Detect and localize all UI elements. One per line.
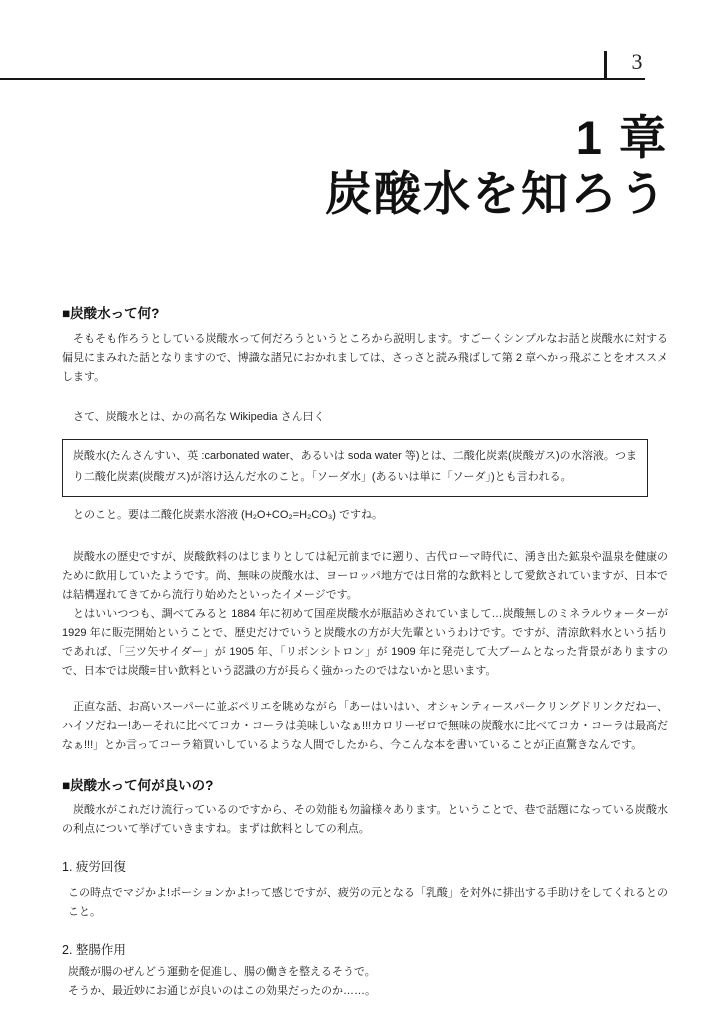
benefit-item-1-title: 1. 疲労回復 — [62, 860, 126, 874]
benefit-item-2-line-1: 炭酸が腸のぜんどう運動を促進し、腸の働きを整えるそうで。 — [68, 966, 376, 978]
benefit-item-1-line: この時点でマジかよ!ポーションかよ!って感じですが、疲労の元となる「乳酸」を対外に排出する手助けをしてくれるとのこと。 — [68, 887, 668, 918]
chapter-number: 1 章 — [575, 111, 668, 164]
section1-intro-paragraph: そもそも作ろうとしている炭酸水って何だろうというところから説明します。すごーくシンプルなお話と炭酸水に対する偏見にまみれた話となりますので、博識な諸兄におかれましては、さっさと読み飛ばして第 2 章へかっ飛ぶことをオススメします。 — [62, 333, 668, 383]
chapter-title-text: 炭酸水を知ろう — [325, 167, 668, 220]
history-paragraph-1: 炭酸水の歴史ですが、炭酸飲料のはじまりとしては紀元前までに遡り、古代ローマ時代に、湧き出た鉱泉や温泉を健康のために飲用していたようです。尚、無味の炭酸水は、ヨーロッパ地方では日常的な飲料として愛飲されていますが、日本では結構遅れてきてから流行り始めたといったイメージです。 — [62, 551, 668, 601]
wikipedia-quote-box — [62, 439, 648, 497]
section2-intro-paragraph: 炭酸水がこれだけ流行っているのですから、その効能も勿論様々あります。ということで、巷で話題になっている炭酸水の利点について挙げていきますね。まずは飲料としての利点。 — [62, 804, 668, 835]
section1-heading: ■炭酸水って何? — [62, 306, 160, 321]
history-paragraph-2: とはいいつつも、調べてみると 1884 年に初めて国産炭酸水が瓶詰めされていまして…炭酸無しのミネラルウォーターが 1929 年に販売開始ということで、歴史だけでいうと炭酸水の方が大先輩というわけです。ですが、清涼飲料水という括りであれば、「三ツ矢サイダー」が 1905 年、「リボンシトロン」が 1909 年に発売して大ブームとなった背景がありますので、日本では炭酸=甘い飲料という認識の方が長らく強かったのではないかと思います。 — [62, 608, 668, 677]
page-number-tick — [604, 51, 607, 78]
wikipedia-quote-text: 炭酸水(たんさんすい、英 :carbonated water、あるいは soda water 等)とは、二酸化炭素(炭酸ガス)の水溶液。つまり二酸化炭素(炭酸ガス)が溶け込んだ水のこと。「ソーダ水」(あるいは単に「ソーダ」)とも言われる。 — [73, 450, 637, 483]
chapter-title — [325, 110, 668, 222]
wikipedia-lead-paragraph: さて、炭酸水とは、かの高名な Wikipedia さん曰く — [73, 411, 325, 423]
benefit-item-2-line-2: そうか、最近妙にお通じが良いのはこの効果だったのか……。 — [68, 985, 376, 997]
honest-story-paragraph: 正直な話、お高いスーパーに並ぶペリエを眺めながら「あーはいはい、オシャンティースパークリングドリンクだねー、ハイソだねー!あーそれに比べてコカ・コーラは美味しいなぁ!!!カロリーゼロで無味の炭酸水に比べてコカ・コーラは最高だなぁ!!!」とか言ってコーラ箱買いしているような人間でしたから、今こんな本を書いていることが正直驚きなんです。 — [62, 701, 669, 751]
header-rule — [0, 78, 645, 80]
page-body — [62, 304, 668, 1001]
formula-paragraph: とのこと。要は二酸化炭素水溶液 (H₂O+CO₂=H₂CO₃) ですね。 — [73, 509, 384, 521]
benefit-item-2-title: 2. 整腸作用 — [62, 943, 126, 957]
section2-heading: ■炭酸水って何が良いの? — [62, 778, 214, 793]
page-number: 3 — [631, 49, 643, 74]
